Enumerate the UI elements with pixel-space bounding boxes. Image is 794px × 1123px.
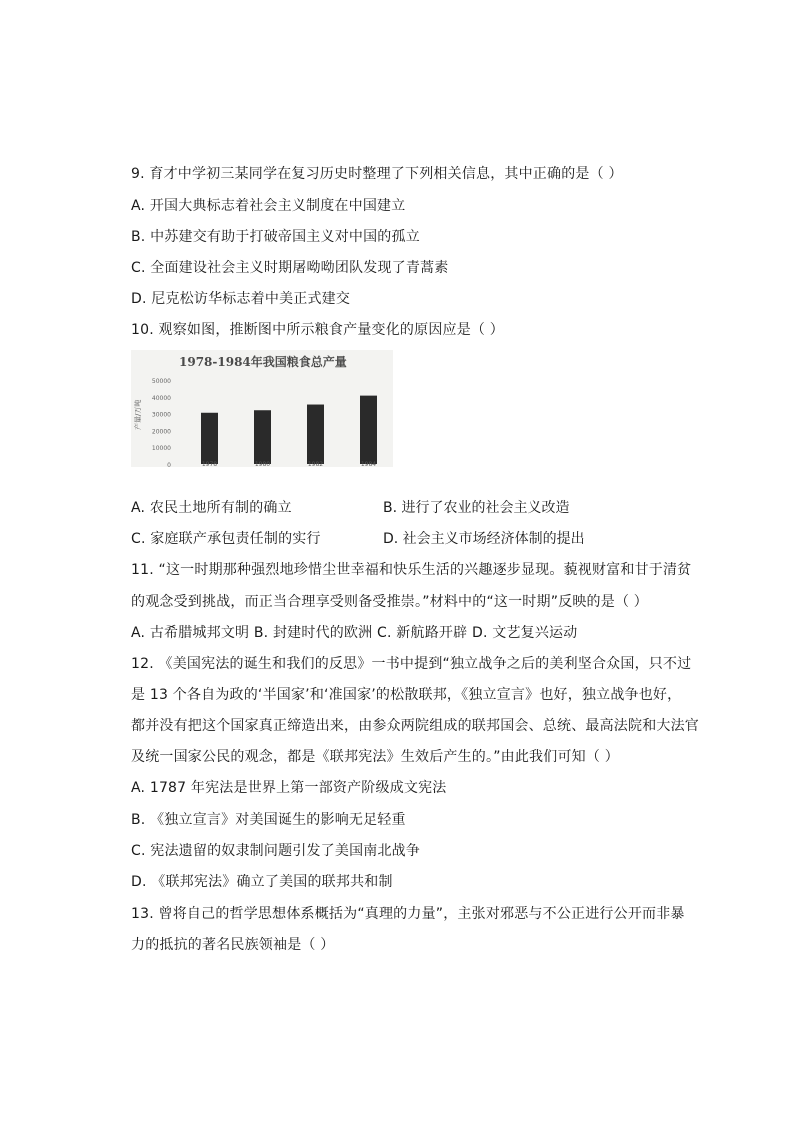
question-12-stem-line-2: 是 13 个各自为政的‘半国家’和‘准国家’的松散联邦，《独立宣言》也好，独立战争也好， bbox=[131, 687, 682, 703]
x-tick-label: 1978 bbox=[201, 461, 218, 467]
bar-1980 bbox=[254, 410, 271, 464]
x-tick-label: 1982 bbox=[307, 461, 324, 467]
y-tick-label: 10000 bbox=[151, 445, 171, 453]
question-12-option-d: D. 《联邦宪法》确立了美国的联邦共和制 bbox=[131, 874, 393, 890]
question-11-stem-line-1: 11. “这一时期那种强烈地珍惜尘世幸福和快乐生活的兴趣逐步显现。藐视财富和甘于清贫 bbox=[131, 562, 692, 578]
y-tick-label: 20000 bbox=[151, 428, 171, 436]
chart-svg bbox=[131, 350, 393, 467]
question-12-stem-line-3: 都并没有把这个国家真正缔造出来，由参众两院组成的联邦国会、总统、最高法院和大法官 bbox=[131, 718, 699, 734]
question-13-stem-line-1: 13. 曾将自己的哲学思想体系概括为“真理的力量”，主张对邪恶与不公正进行公开而非暴 bbox=[131, 906, 685, 922]
question-10-option-b: B. 进行了农业的社会主义改造 bbox=[383, 500, 570, 516]
chart-title: 1978-1984年我国粮食总产量 bbox=[179, 355, 347, 369]
x-tick-label: 1984 bbox=[360, 461, 377, 467]
x-tick-label: 1980 bbox=[254, 461, 271, 467]
question-12-stem-line-1: 12. 《美国宪法的诞生和我们的反思》一书中提到“独立战争之后的美利坚合众国，只不过 bbox=[131, 656, 692, 672]
question-12-stem-line-4: 及统一国家公民的观念，都是《联邦宪法》生效后产生的。”由此我们可知（ ） bbox=[131, 749, 619, 765]
bar-1978 bbox=[201, 413, 218, 464]
question-12-option-c: C. 宪法遗留的奴隶制问题引发了美国南北战争 bbox=[131, 843, 421, 859]
question-9-option-a: A. 开国大典标志着社会主义制度在中国建立 bbox=[131, 198, 406, 214]
question-9-option-c: C. 全面建设社会主义时期屠呦呦团队发现了青蒿素 bbox=[131, 260, 449, 276]
question-11-stem-line-2: 的观念受到挑战，而正当合理享受则备受推崇。”材料中的“这一时期”反映的是（ ） bbox=[131, 594, 649, 610]
question-9-option-b: B. 中苏建交有助于打破帝国主义对中国的孤立 bbox=[131, 229, 420, 245]
grain-output-chart bbox=[131, 350, 393, 467]
bar-1982 bbox=[307, 405, 324, 464]
y-tick-label: 50000 bbox=[151, 378, 171, 385]
question-10-option-c: C. 家庭联产承包责任制的实行 bbox=[131, 531, 321, 547]
question-12-option-b: B. 《独立宣言》对美国诞生的影响无足轻重 bbox=[131, 812, 406, 828]
question-12-option-a: A. 1787 年宪法是世界上第一部资产阶级成文宪法 bbox=[131, 780, 447, 796]
question-11-options: A. 古希腊城邦文明 B. 封建时代的欧洲 C. 新航路开辟 D. 文艺复兴运动 bbox=[131, 625, 578, 641]
chart-y-axis-label: 产量/万吨 bbox=[134, 399, 142, 430]
y-tick-label: 40000 bbox=[151, 394, 171, 402]
y-tick-label: 0 bbox=[167, 462, 171, 467]
question-9-stem: 9. 育才中学初三某同学在复习历史时整理了下列相关信息，其中正确的是（ ） bbox=[131, 166, 623, 182]
question-13-stem-line-2: 力的抵抗的著名民族领袖是（ ） bbox=[131, 937, 335, 953]
question-10-option-d: D. 社会主义市场经济体制的提出 bbox=[383, 531, 585, 547]
question-9-option-d: D. 尼克松访华标志着中美正式建交 bbox=[131, 291, 351, 307]
bar-1984 bbox=[360, 396, 377, 464]
question-10-option-a: A. 农民土地所有制的确立 bbox=[131, 500, 292, 516]
question-10-stem: 10. 观察如图，推断图中所示粮食产量变化的原因应是（ ） bbox=[131, 322, 504, 338]
y-tick-label: 30000 bbox=[151, 411, 171, 419]
